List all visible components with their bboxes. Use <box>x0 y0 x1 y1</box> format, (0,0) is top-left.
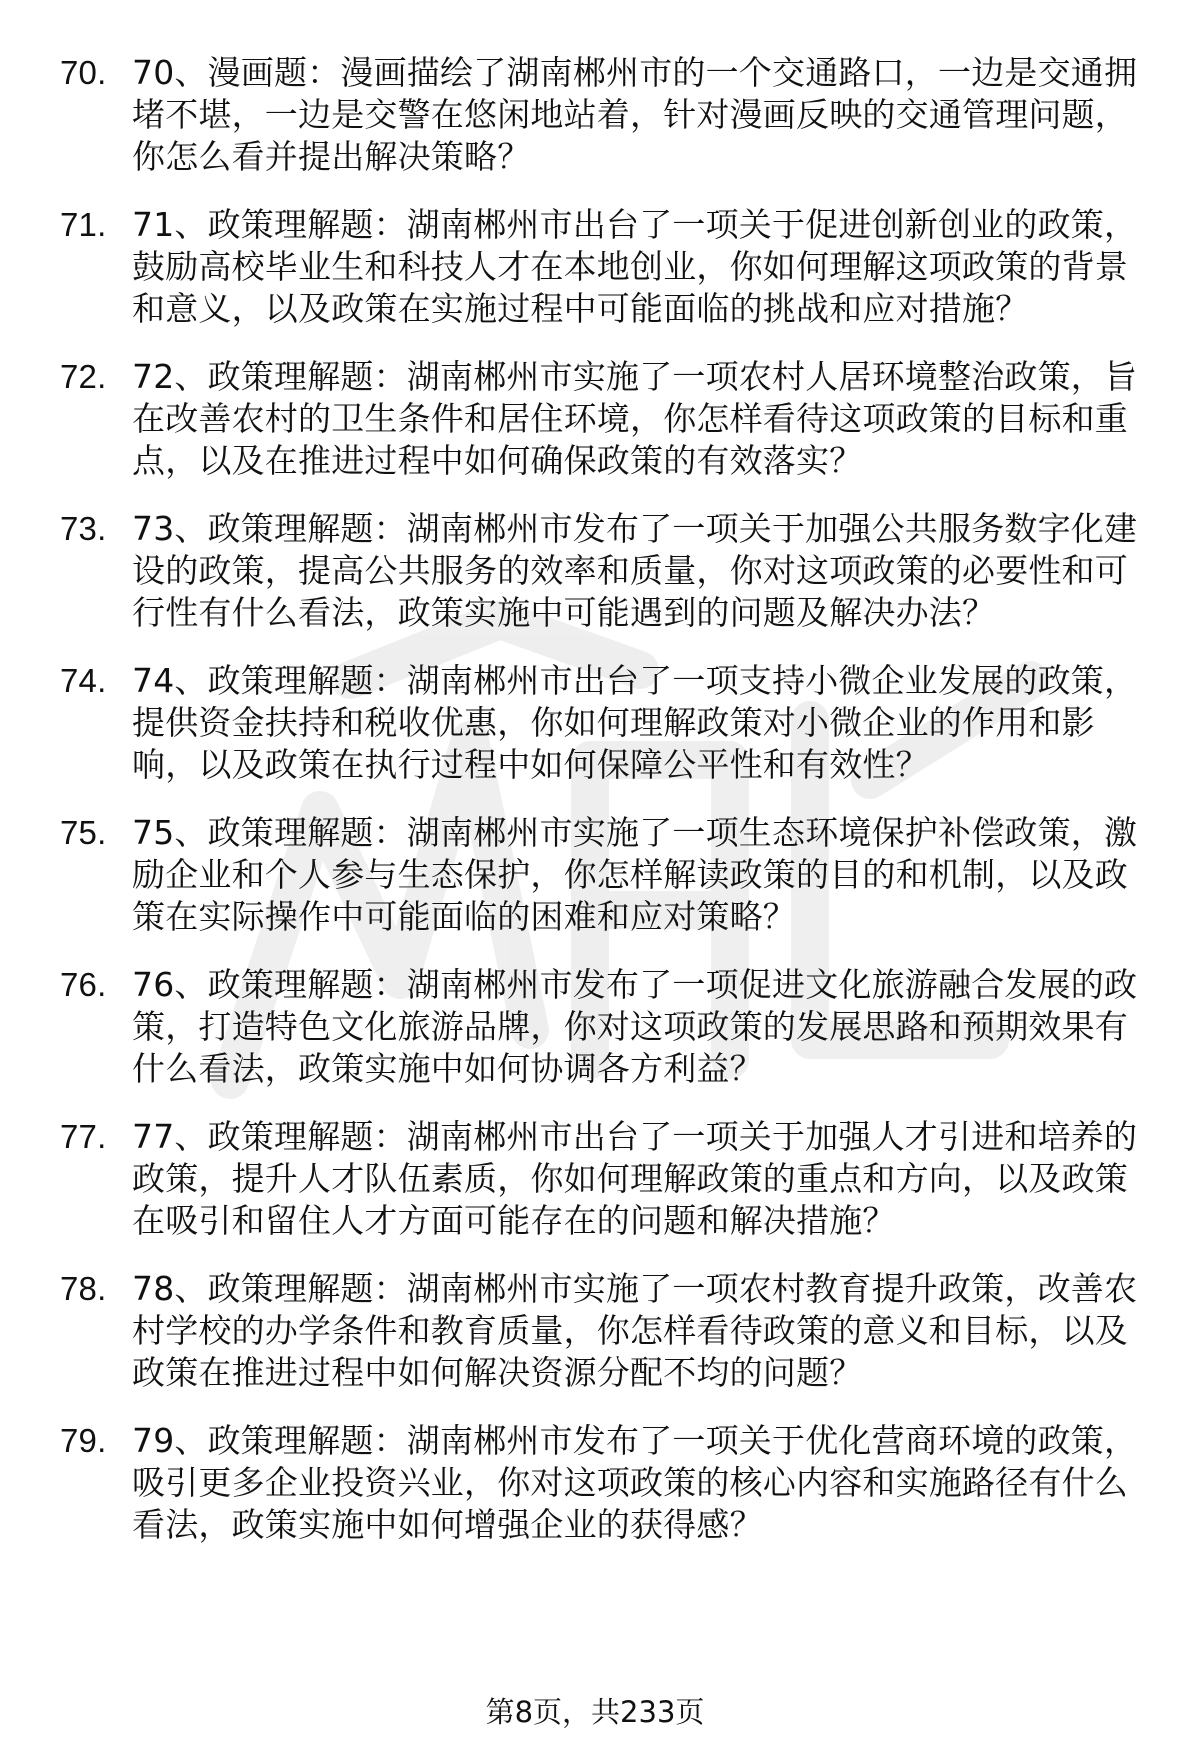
question-number: 75. <box>60 814 107 851</box>
question-item-73 <box>60 508 1150 634</box>
question-item-77 <box>60 1116 1150 1242</box>
question-text: 76、政策理解题：湖南郴州市发布了一项促进文化旅游融合发展的政策，打造特色文化旅游品牌，你对这项政策的发展思路和预期效果有什么看法，政策实施中如何协调各方利益？ <box>132 965 1138 1088</box>
question-number: 71. <box>60 206 107 243</box>
question-item-78 <box>60 1268 1150 1394</box>
question-text: 75、政策理解题：湖南郴州市实施了一项生态环境保护补偿政策，激励企业和个人参与生态保护，你怎样解读政策的目的和机制，以及政策在实际操作中可能面临的困难和应对策略？ <box>132 813 1138 936</box>
question-item-79 <box>60 1420 1150 1546</box>
question-number: 73. <box>60 510 107 547</box>
question-number: 77. <box>60 1118 107 1155</box>
question-number: 79. <box>60 1422 107 1459</box>
question-number: 76. <box>60 966 107 1003</box>
question-text: 74、政策理解题：湖南郴州市出台了一项支持小微企业发展的政策，提供资金扶持和税收优惠，你如何理解政策对小微企业的作用和影响，以及政策在执行过程中如何保障公平性和有效性？ <box>132 661 1138 784</box>
question-item-76 <box>60 964 1150 1090</box>
question-item-74 <box>60 660 1150 786</box>
question-number: 72. <box>60 358 107 395</box>
question-text: 78、政策理解题：湖南郴州市实施了一项农村教育提升政策，改善农村学校的办学条件和教育质量，你怎样看待政策的意义和目标，以及政策在推进过程中如何解决资源分配不均的问题？ <box>132 1269 1138 1392</box>
question-number: 74. <box>60 662 107 699</box>
question-number: 70. <box>60 54 107 91</box>
question-item-70 <box>60 52 1150 178</box>
question-text: 70、漫画题：漫画描绘了湖南郴州市的一个交通路口，一边是交通拥堵不堪，一边是交警在悠闲地站着，针对漫画反映的交通管理问题，你怎么看并提出解决策略？ <box>132 53 1138 176</box>
question-item-75 <box>60 812 1150 938</box>
question-item-71 <box>60 204 1150 330</box>
question-text: 73、政策理解题：湖南郴州市发布了一项关于加强公共服务数字化建设的政策，提高公共服务的效率和质量，你对这项政策的必要性和可行性有什么看法，政策实施中可能遇到的问题及解决办法？ <box>132 509 1138 632</box>
question-text: 72、政策理解题：湖南郴州市实施了一项农村人居环境整治政策，旨在改善农村的卫生条件和居住环境，你怎样看待这项政策的目标和重点，以及在推进过程中如何确保政策的有效落实？ <box>132 357 1138 480</box>
question-text: 77、政策理解题：湖南郴州市出台了一项关于加强人才引进和培养的政策，提升人才队伍素质，你如何理解政策的重点和方向，以及政策在吸引和留住人才方面可能存在的问题和解决措施？ <box>132 1117 1138 1240</box>
page-footer: 第8页，共233页 <box>485 1695 705 1729</box>
question-text: 79、政策理解题：湖南郴州市发布了一项关于优化营商环境的政策，吸引更多企业投资兴业，你对这项政策的核心内容和实施路径有什么看法，政策实施中如何增强企业的获得感？ <box>132 1421 1138 1544</box>
question-text: 71、政策理解题：湖南郴州市出台了一项关于促进创新创业的政策，鼓励高校毕业生和科技人才在本地创业，你如何理解这项政策的背景和意义，以及政策在实施过程中可能面临的挑战和应对措施？ <box>132 205 1138 328</box>
question-number: 78. <box>60 1270 107 1307</box>
question-list <box>60 52 1150 1572</box>
question-item-72 <box>60 356 1150 482</box>
